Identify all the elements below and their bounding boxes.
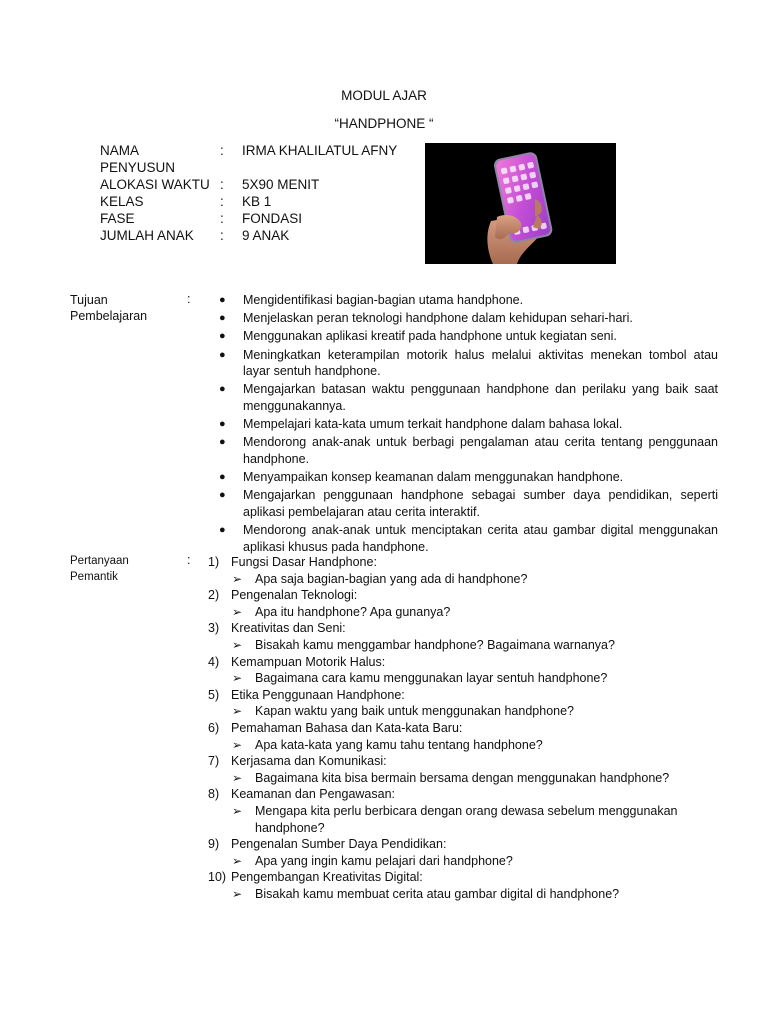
question-number: 9) (208, 837, 220, 852)
question-number: 10) (208, 870, 227, 885)
bullet-icon: ● (219, 294, 226, 306)
question-topic (208, 786, 718, 803)
question-item (208, 604, 718, 621)
question-number: 3) (208, 621, 220, 636)
goals-label-line2: Pembelajaran (70, 309, 148, 323)
info-value: FONDASI (242, 211, 303, 226)
goal-text: Mengidentifikasi bagian-bagian utama handphone. (243, 293, 524, 307)
info-colon: : (220, 211, 224, 226)
goal-text: Mempelajari kata-kata umum terkait handphone dalam bahasa lokal. (243, 417, 623, 432)
question-topic (208, 654, 718, 671)
topic-text: Kerjasama dan Komunikasi: (231, 754, 387, 769)
info-label: FASE (100, 211, 135, 226)
question-item (208, 770, 718, 787)
topic-text: Keamanan dan Pengawasan: (231, 787, 396, 802)
info-label: NAMA (100, 143, 140, 158)
question-item (208, 637, 718, 654)
goals-colon: : (187, 292, 191, 306)
question-text: Kapan waktu yang baik untuk menggunakan handphone? (255, 704, 575, 719)
bullet-icon: ● (219, 330, 226, 343)
info-value: 9 ANAK (242, 228, 290, 243)
topic-text: Pengenalan Sumber Daya Pendidikan: (231, 837, 447, 852)
info-label: PENYUSUN (100, 160, 176, 175)
list-item (215, 487, 718, 520)
arrow-bullet-icon: ➢ (232, 704, 243, 719)
question-number: 5) (208, 687, 220, 702)
list-item (215, 328, 718, 345)
goals-list (215, 292, 718, 557)
question-topic (208, 620, 718, 637)
question-text: Apa yang ingin kamu pelajari dari handphone? (255, 853, 513, 868)
goals-label-line1: Tujuan (70, 293, 108, 307)
question-number: 1) (208, 555, 220, 569)
question-text: Bisakah kamu membuat cerita atau gambar digital di handphone? (255, 886, 620, 901)
info-value: 5X90 MENIT (242, 177, 320, 192)
question-item (208, 703, 718, 720)
bullet-icon: ● (219, 471, 226, 484)
question-number: 7) (208, 754, 220, 769)
question-number: 4) (208, 654, 220, 669)
goal-text: Mengajarkan batasan waktu penggunaan handphone dan perilaku yang baik saat menggunakannya. (243, 382, 718, 413)
list-item (215, 381, 718, 414)
question-topic (208, 753, 718, 770)
question-item (208, 571, 718, 588)
questions-label-line2: Pemantik (70, 571, 118, 583)
info-colon: : (220, 228, 224, 243)
info-label: KELAS (100, 194, 144, 209)
questions-label (70, 553, 129, 585)
topic-text: Pengenalan Teknologi: (231, 588, 358, 603)
question-number: 8) (208, 787, 220, 802)
topic-text: Fungsi Dasar Handphone: (231, 555, 377, 569)
info-colon: : (220, 143, 224, 158)
question-topic (208, 836, 718, 853)
bullet-icon: ● (219, 436, 226, 449)
question-item (208, 670, 718, 687)
arrow-bullet-icon: ➢ (232, 737, 243, 752)
arrow-bullet-icon: ➢ (232, 604, 243, 619)
bullet-icon: ● (219, 524, 226, 537)
goal-text: Meningkatkan keterampilan motorik halus melalui aktivitas menekan tombol atau layar sentuh handphone. (243, 347, 718, 379)
questions-colon: : (187, 553, 191, 567)
questions-list (208, 554, 718, 902)
info-colon: : (220, 194, 224, 209)
list-item (215, 292, 718, 309)
hand-holding-phone-image (425, 143, 616, 264)
list-item (215, 522, 718, 555)
arrow-bullet-icon: ➢ (232, 637, 243, 652)
list-item (215, 434, 718, 467)
question-text: Apa kata-kata yang kamu tahu tentang handphone? (255, 737, 543, 752)
question-item (208, 737, 718, 754)
question-text: Bisakah kamu menggambar handphone? Bagaimana warnanya? (255, 637, 615, 652)
bullet-icon: ● (219, 383, 226, 396)
topic-text: Kreativitas dan Seni: (231, 621, 346, 636)
document-subtitle: “HANDPHONE “ (334, 116, 434, 131)
question-item (208, 853, 718, 870)
topic-text: Pengembangan Kreativitas Digital: (231, 870, 423, 885)
goal-text: Menjelaskan peran teknologi handphone dalam kehidupan sehari-hari. (243, 311, 633, 326)
list-item (215, 469, 718, 486)
document-title: MODUL AJAR (341, 88, 427, 103)
info-label: ALOKASI WAKTU (100, 177, 210, 192)
list-item (215, 416, 718, 433)
question-topic (208, 869, 718, 886)
topic-text: Etika Penggunaan Handphone: (231, 687, 405, 702)
arrow-bullet-icon: ➢ (232, 671, 243, 686)
list-item (215, 347, 718, 380)
info-label: JUMLAH ANAK (100, 228, 194, 243)
goal-text: Menyampaikan konsep keamanan dalam menggunakan handphone. (243, 470, 624, 485)
arrow-bullet-icon: ➢ (232, 886, 243, 901)
question-topic (208, 554, 718, 571)
goal-text: Mendorong anak-anak untuk berbagi pengalaman atau cerita tentang penggunaan handphone. (243, 435, 718, 466)
bullet-icon: ● (219, 348, 226, 361)
question-number: 6) (208, 720, 220, 735)
goal-text: Mengajarkan penggunaan handphone sebagai sumber daya pendidikan, seperti aplikasi pembelajaran atau cerita interaktif. (243, 488, 718, 519)
question-item (208, 886, 718, 903)
question-topic (208, 687, 718, 704)
bullet-icon: ● (219, 418, 226, 431)
question-text: Apa itu handphone? Apa gunanya? (255, 604, 451, 619)
question-topic (208, 587, 718, 604)
question-text: Bagaimana kita bisa bermain bersama dengan menggunakan handphone? (255, 770, 670, 785)
list-item (215, 310, 718, 327)
arrow-bullet-icon: ➢ (232, 571, 243, 586)
question-number: 2) (208, 588, 220, 603)
arrow-bullet-icon: ➢ (232, 853, 243, 868)
question-text: Mengapa kita perlu berbicara dengan orang dewasa sebelum menggunakan handphone? (255, 803, 678, 835)
bullet-icon: ● (219, 312, 226, 325)
goal-text: Menggunakan aplikasi kreatif pada handphone untuk kegiatan seni. (243, 329, 617, 344)
topic-text: Kemampuan Motorik Halus: (231, 654, 386, 669)
question-topic (208, 720, 718, 737)
info-colon: : (220, 177, 224, 192)
goal-text: Mendorong anak-anak untuk menciptakan cerita atau gambar digital menggunakan aplikasi khusus pada handphone. (243, 523, 718, 554)
bullet-icon: ● (219, 489, 226, 502)
question-text: Apa saja bagian-bagian yang ada di handphone? (255, 571, 528, 586)
info-value: KB 1 (242, 194, 272, 209)
goals-label (70, 292, 147, 324)
arrow-bullet-icon: ➢ (232, 803, 243, 818)
questions-label-line1: Pertanyaan (70, 555, 129, 567)
info-value: IRMA KHALILATUL AFNY (242, 143, 398, 158)
question-item (208, 803, 718, 836)
topic-text: Pemahaman Bahasa dan Kata-kata Baru: (231, 720, 463, 735)
arrow-bullet-icon: ➢ (232, 770, 243, 785)
question-text: Bagaimana cara kamu menggunakan layar sentuh handphone? (255, 671, 608, 686)
